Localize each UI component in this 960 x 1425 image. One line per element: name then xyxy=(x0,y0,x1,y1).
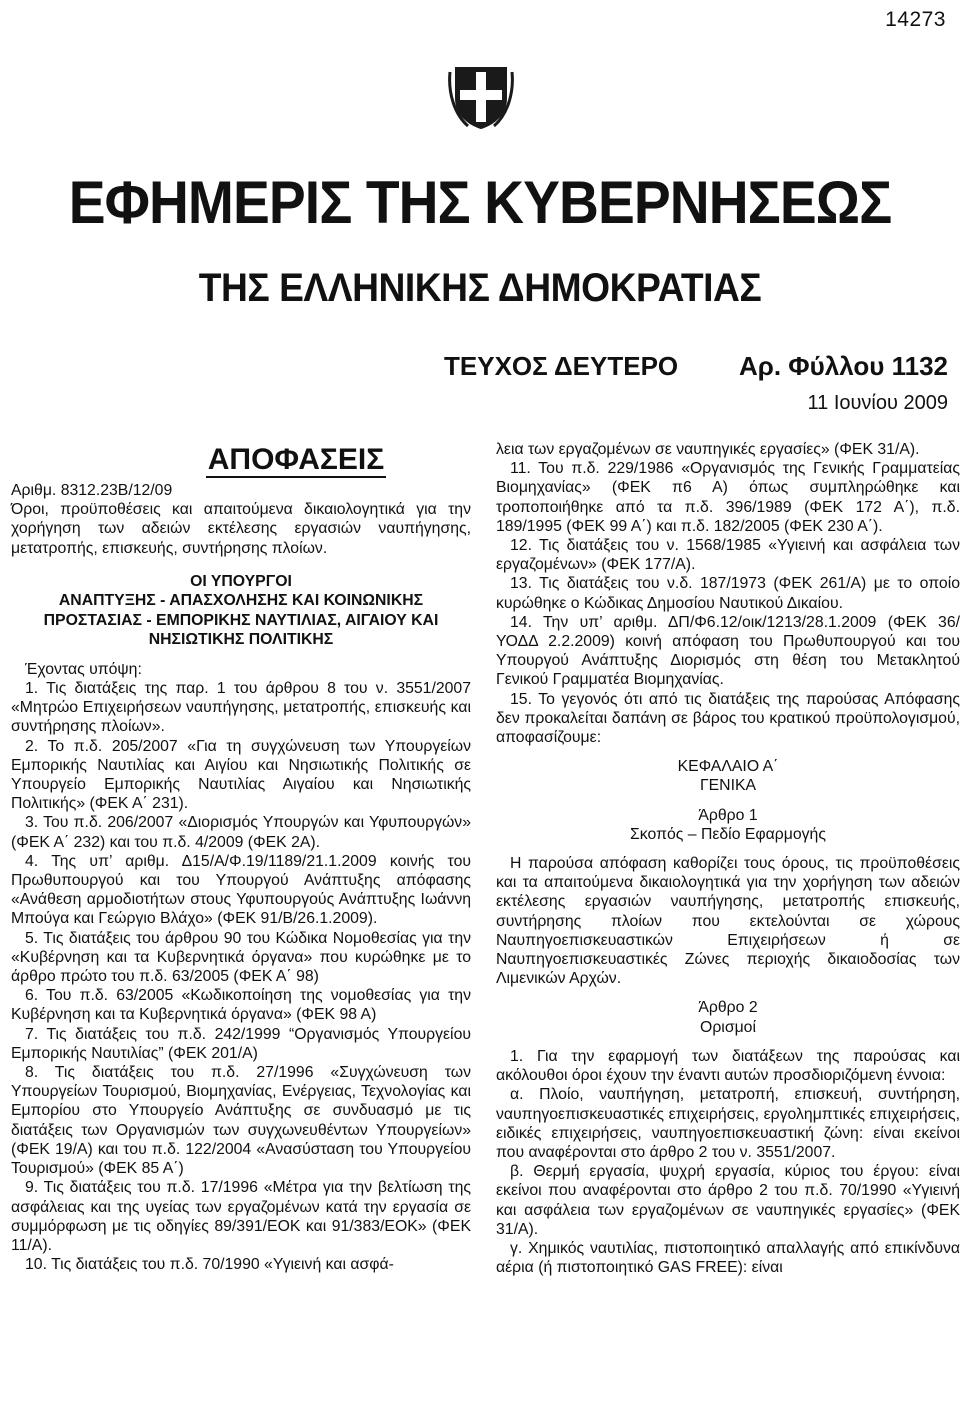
gazette-title: ΕΦΗΜΕΡΙΣ ΤΗΣ ΚΥΒΕΡΝΗΣΕΩΣ xyxy=(68,169,892,236)
recital-item: 4. Της υπ’ αριθμ. Δ15/Α/Φ.19/1189/21.1.2009 κοινής του Πρωθυπουργού και του Υπουργού Ανάπτυξης απόφασης «Ανάθεση αρμοδιοτήτων στους Υφυπουργούς Ανάπτυξης Ιωάννη Μπούγα και Γεώργιο Βλάχο» (ΦΕΚ 91/Β/26.1.2009). xyxy=(11,852,471,928)
issue-date: 11 Ιουνίου 2009 xyxy=(807,392,948,414)
decision-title: Όροι, προϋποθέσεις και απαιτούμενα δικαιολογητικά για την χορήγηση των αδειών εκτέλεσης εργασιών ναυπήγησης, μετατροπής, επισκευής, συντήρησης πλοίων. xyxy=(11,501,471,557)
recital-item: 13. Τις διατάξεις του ν.δ. 187/1973 (ΦΕΚ 261/Α) με το οποίο κυρώθηκε ο Κώδικας Δημοσίου Ναυτικού Δικαίου. xyxy=(496,575,960,612)
greek-coat-of-arms-icon xyxy=(448,62,514,130)
article-2-title: Ορισμοί xyxy=(700,1018,756,1036)
recital-item: 10. Τις διατάξεις του π.δ. 70/1990 «Υγιεινή και ασφά- xyxy=(25,1256,394,1274)
recital-item: 15. Το γεγονός ότι από τις διατάξεις της παρούσας Απόφασης δεν προκαλείται δαπάνη σε βάρος του κρατικού προϋπολογισμού, αποφασίζουμε: xyxy=(496,690,960,747)
recital-item: 2. Το π.δ. 205/2007 «Για τη συγχώνευση των Υπουργείων Εμπορικής Ναυτιλίας και Αιγίου και Νησιωτικής Πολιτικής σε Υπουργείο Εμπορικής Ναυτιλίας Αιγαίου και Νησιωτικής Πολιτικής» (ΦΕΚ Α΄ 231). xyxy=(11,737,471,813)
sheet-number: Αρ. Φύλλου 1132 xyxy=(738,351,948,381)
issue-label: ΤΕΥΧΟΣ ΔΕΥΤΕΡΟ xyxy=(444,351,679,381)
definition-item: β. Θερμή εργασία, ψυχρή εργασία, κύριος του έργου: είναι εκείνοι που αναφέρονται στο άρθρο 2 του π.δ. 70/1990 «Υγιεινή και ασφάλεια των εργαζομένων σε ναυπηγικές εργασίες» (ΦΕΚ 31/Α). xyxy=(496,1163,960,1238)
gazette-subtitle: ΤΗΣ ΕΛΛΗΝΙΚΗΣ ΔΗΜΟΚΡΑΤΙΑΣ xyxy=(198,266,762,310)
recital-item: 1. Τις διατάξεις της παρ. 1 του άρθρου 8 του ν. 3551/2007 «Μητρώο Επιχειρήσεων ναυπήγησης, μετατροπής, επισκευής και συντήρησης πλοίων». xyxy=(11,680,471,736)
article-2-heading: Άρθρο 2 xyxy=(698,999,758,1017)
recital-continuation: λεια των εργαζομένων σε ναυπηγικές εργασίες» (ΦΕΚ 31/Α). xyxy=(496,441,920,458)
recital-item: 11. Του π.δ. 229/1986 «Οργανισμός της Γενικής Γραμματείας Βιομηχανίας» (ΦΕΚ π6 Α) όπως συμπληρώθηκε και τροποποιήθηκε από τα π.δ. 396/1989 (ΦΕΚ 172 Α΄), π.δ. 189/1995 (ΦΕΚ 99 Α΄) και π.δ. 182/2005 (ΦΕΚ 230 Α΄). xyxy=(496,460,960,535)
recital-item: 3. Του π.δ. 206/2007 «Διορισμός Υπουργών και Υφυπουργών» (ΦΕΚ Α΄ 232) και του π.δ. 4/2009 (ΦΕΚ 2Α). xyxy=(11,814,471,851)
page-number: 14273 xyxy=(885,8,946,31)
recital-item: 6. Του π.δ. 63/2005 «Κωδικοποίηση της νομοθεσίας για την Κυβέρνηση και τα Κυβερνητικά όργανα» (ΦΕΚ 98 Α) xyxy=(11,987,471,1024)
having-regard: Έχοντας υπόψη: xyxy=(25,660,142,678)
article-1-heading: Άρθρο 1 xyxy=(698,806,758,824)
chapter-title: ΓΕΝΙΚΑ xyxy=(699,777,757,795)
definition-item: γ. Χημικός ναυτιλίας, πιστοποιητικό απαλλαγής από επικίνδυνα αέρια (ή πιστοποιητικό GAS FREE): είναι xyxy=(496,1239,960,1277)
definition-item: 1. Για την εφαρμογή των διατάξεων της παρούσας και ακόλουθοι όροι έχουν την έναντι αυτών προσδιοριζόμενη έννοια: xyxy=(496,1047,960,1085)
recital-item: 5. Τις διατάξεις του άρθρου 90 του Κώδικα Νομοθεσίας για την «Κυβέρνηση και τα Κυβερνητικά όργανα» που κυρώθηκε με το άρθρο πρώτο του π.δ. 63/2005 (ΦΕΚ Α΄ 98) xyxy=(11,929,471,986)
left-column xyxy=(11,440,471,1274)
chapter-heading: ΚΕΦΑΛΑΙΟ Α΄ xyxy=(677,758,779,776)
decision-number: Αριθμ. 8312.23Β/12/09 xyxy=(11,482,173,499)
recital-item: 7. Τις διατάξεις του π.δ. 242/1999 “Οργανισμός Υπουργείου Εμπορικής Ναυτιλίας” (ΦΕΚ 201/Α) xyxy=(11,1025,471,1062)
article-1-title: Σκοπός – Πεδίο Εφαρμογής xyxy=(630,825,826,843)
definition-item: α. Πλοίο, ναυπήγηση, μετατροπή, επισκευή, συντήρηση, ναυπηγοεπισκευαστικές επιχειρήσεις, εργολημπτικές επιχειρήσεις, ειδικές επιχειρήσεις, ναυπηγοεπισκευαστική ζώνη: είναι εκείνοι που αναφέρονται στο άρθρο 2 του ν. 3551/2007. xyxy=(496,1086,960,1161)
recital-item: 9. Τις διατάξεις του π.δ. 17/1996 «Μέτρα για την βελτίωση της ασφάλειας και της υγείας των εργαζομένων κατά την εργασία σε συμμόρφωση με τις οδηγίες 89/391/ΕΟΚ και 91/383/ΕΟΚ» (ΦΕΚ 11/Α). xyxy=(11,1179,471,1254)
ministers-heading: ΟΙ ΥΠΟΥΡΓΟΙ ΑΝΑΠΤΥΞΗΣ - ΑΠΑΣΧΟΛΗΣΗΣ ΚΑΙ ΚΟΙΝΩΝΙΚΗΣ ΠΡΟΣΤΑΣΙΑΣ - ΕΜΠΟΡΙΚΗΣ ΝΑΥΤΙΛΙΑΣ, ΑΙΓΑΙΟΥ ΚΑΙ ΝΗΣΙΩΤΙΚΗΣ ΠΟΛΙΤΙΚΗΣ xyxy=(43,572,439,649)
right-column xyxy=(496,440,960,1277)
recital-item: 12. Τις διατάξεις του ν. 1568/1985 «Υγιεινή και ασφάλεια των εργαζομένων» (ΦΕΚ 177/Α). xyxy=(496,537,960,574)
article-1-text: Η παρούσα απόφαση καθορίζει τους όρους, τις προϋποθέσεις και τα απαιτούμενα δικαιολογητικά για την χορήγηση των αδειών εκτέλεσης εργασιών ναυπήγησης, μετατροπής επισκευής, συντήρησης πλοίων που εκτελούνται σε χώρους Ναυπηγοεπισκευαστικών Επιχειρήσεων ή σε Ναυπηγοεπισκευαστικές Ζώνες περιοχής δικαιοδοσίας των Λιμενικών Αρχών. xyxy=(496,855,960,988)
recital-item: 8. Τις διατάξεις του π.δ. 27/1996 «Συγχώνευση των Υπουργείων Τουρισμού, Βιομηχανίας, Ενέργειας, Τεχνολογίας και Εμπορίου στο Υπουργείο Ανάπτυξης σε συνδυασμό με τις διατάξεις των Οργανισμών των συγχωνευθέντων Υπουργείων» (ΦΕΚ 19/Α) και του π.δ. 122/2004 «Ανασύσταση του Υπουργείου Τουρισμού» (ΦΕΚ 85 Α΄) xyxy=(11,1064,471,1178)
recital-item: 14. Την υπ’ αριθμ. ΔΠ/Φ6.12/οικ/1213/28.1.2009 (ΦΕΚ 36/ΥΟΔΔ 2.2.2009) κοινή απόφαση του Πρωθυπουργού και του Υπουργού Ανάπτυξης Διορισμός στη θέση του Μετακλητού Γενικού Γραμματέα Βιομηχανίας. xyxy=(496,613,960,689)
section-title: ΑΠΟΦΑΣΕΙΣ xyxy=(207,443,385,476)
